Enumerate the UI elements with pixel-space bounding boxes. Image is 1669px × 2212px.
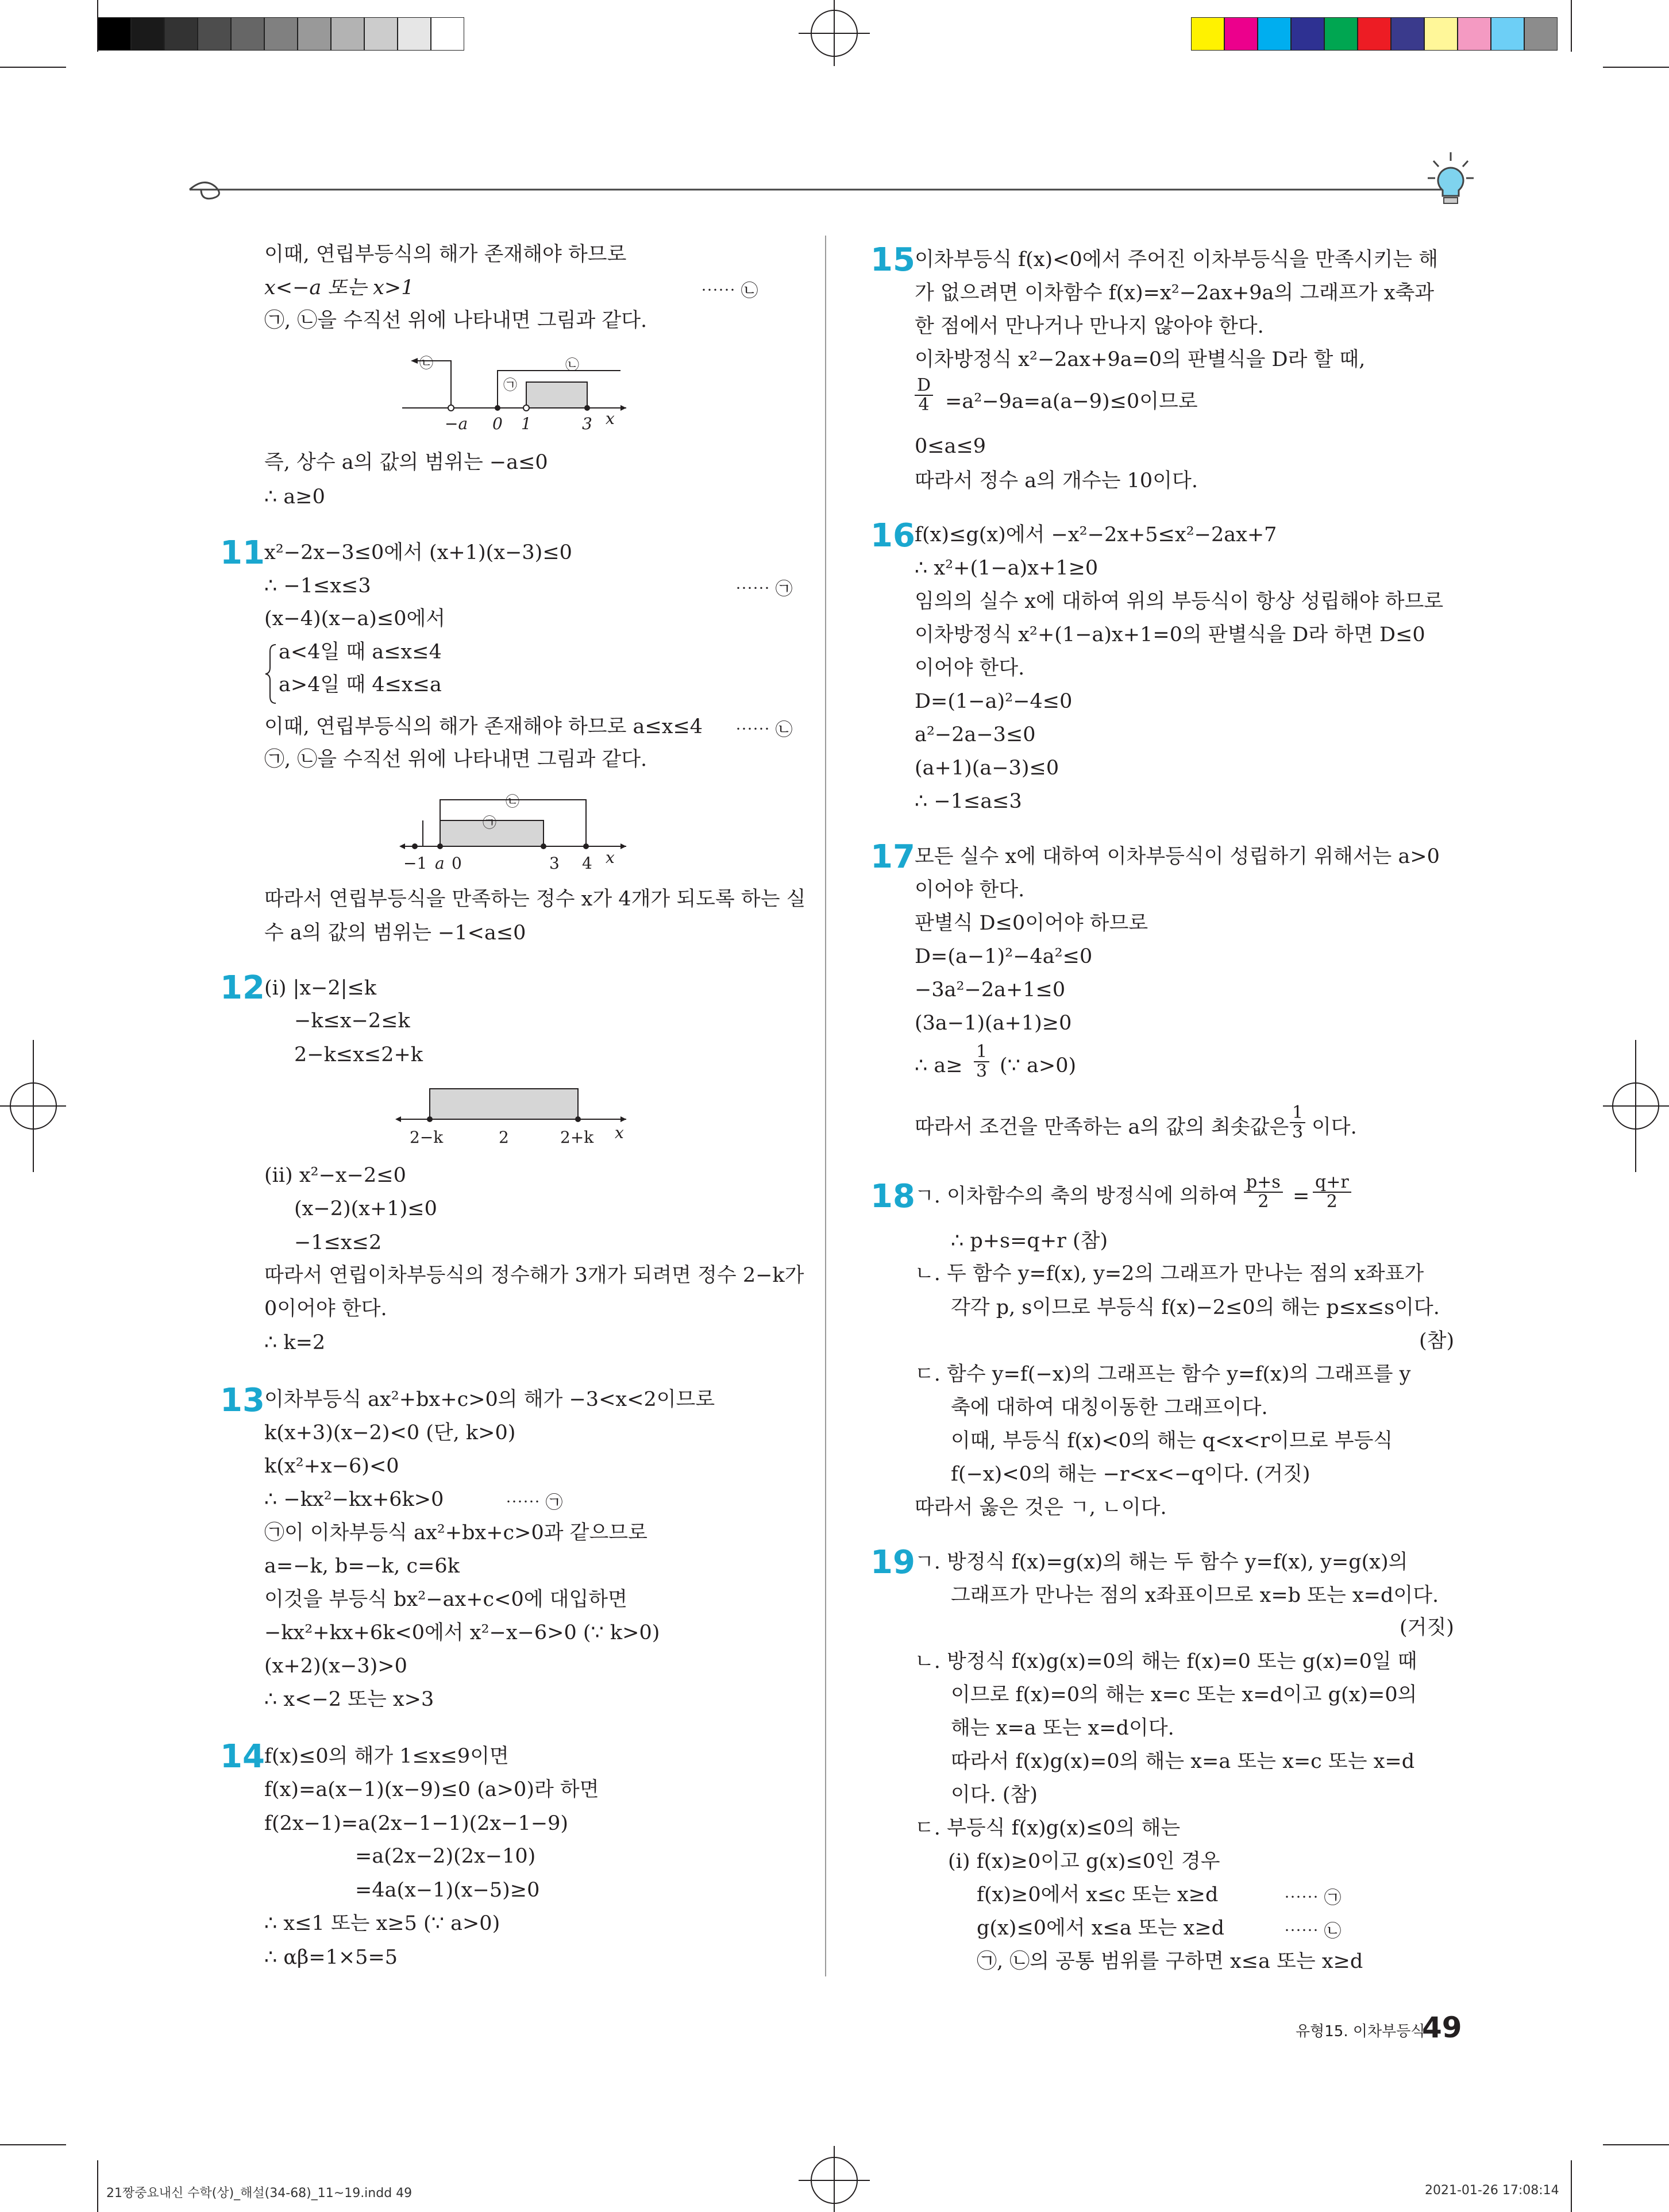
- p19-line: ㄷ. 부등식 f(x)g(x)≤0의 해는: [915, 1817, 1181, 1840]
- p17-line: (3a−1)(a+1)≥0: [915, 1012, 1072, 1035]
- p11-marker: ⋯⋯ ㉡: [735, 720, 793, 740]
- nl1-label: −a: [445, 414, 468, 433]
- p12-line: ∴ k=2: [264, 1331, 326, 1354]
- p17-line: 이다.: [1312, 1116, 1357, 1139]
- p11-line: ㉠, ㉡을 수직선 위에 나타내면 그림과 같다.: [264, 748, 647, 771]
- nl11-label: 0: [452, 854, 462, 873]
- p13-line: (x+2)(x−3)>0: [264, 1655, 407, 1678]
- p19-line: 이므로 f(x)=0의 해는 x=c 또는 x=d이고 g(x)=0의: [951, 1683, 1417, 1706]
- nl11-label: 3: [549, 854, 560, 873]
- p18-line: 이때, 부등식 f(x)<0의 해는 q<x<r이므로 부등식: [951, 1429, 1393, 1452]
- p16-line: 임의의 실수 x에 대하여 위의 부등식이 항상 성립해야 하므로: [915, 590, 1444, 613]
- intro-line-5: ∴ a≥0: [264, 485, 325, 508]
- p17-line: ∴ a≥: [915, 1054, 963, 1077]
- nl1-label: 0: [492, 414, 503, 433]
- p14-line: =4a(x−1)(x−5)≥0: [355, 1879, 540, 1902]
- p16-line: ∴ x²+(1−a)x+1≥0: [915, 557, 1098, 580]
- p18-line: ㄴ. 두 함수 y=f(x), y=2의 그래프가 만나는 점의 x좌표가: [915, 1262, 1424, 1285]
- p18-line: 각각 p, s이므로 부등식 f(x)−2≤0의 해는 p≤x≤s이다.: [951, 1296, 1440, 1319]
- p15-line: =a²−9a=a(a−9)≤0이므로: [945, 390, 1198, 413]
- problem-number-12: 12: [220, 969, 265, 1007]
- p16-line: a²−2a−3≤0: [915, 723, 1036, 746]
- frac-numerator: 1: [1290, 1104, 1305, 1123]
- p18-line: 축에 대하여 대칭이동한 그래프이다.: [951, 1396, 1268, 1419]
- p13-line: a=−k, b=−k, c=6k: [264, 1555, 460, 1578]
- intro-line-4: 즉, 상수 a의 값의 범위는 −a≤0: [264, 451, 548, 474]
- p13-line: ㉠이 이차부등식 ax²+bx+c>0과 같으므로: [264, 1521, 647, 1544]
- problem-number-16: 16: [870, 517, 915, 554]
- p18-line: ∴ p+s=q+r (참): [951, 1230, 1108, 1253]
- p12-line: 2−k≤x≤2+k: [294, 1043, 423, 1066]
- nl12-label: 2−k: [410, 1128, 444, 1147]
- p11-line: 따라서 연립부등식을 만족하는 정수 x가 4개가 되도록 하는 실: [264, 888, 806, 911]
- nl11-tag: ㉠: [483, 815, 496, 831]
- p17-fraction-1: [974, 1043, 989, 1081]
- frac-denominator: 4: [918, 395, 930, 415]
- p17-line: 따라서 조건을 만족하는 a의 값의 최솟값은: [915, 1116, 1289, 1139]
- p13-line: 이것을 부등식 bx²−ax+c<0에 대입하면: [264, 1588, 627, 1611]
- p19-line: (거짓): [1400, 1616, 1454, 1639]
- p12-line: (ii) x²−x−2≤0: [264, 1164, 406, 1187]
- frac-denominator: 2: [1258, 1192, 1269, 1212]
- p19-line: ㄱ. 방정식 f(x)=g(x)의 해는 두 함수 y=f(x), y=g(x)의: [915, 1551, 1408, 1574]
- problem-number-15: 15: [870, 241, 915, 279]
- equals-sign: =: [1293, 1185, 1310, 1208]
- frac-numerator: 1: [974, 1043, 989, 1062]
- p17-line: −3a²−2a+1≤0: [915, 978, 1066, 1001]
- section-label: 유형15. 이차부등식: [1296, 2023, 1425, 2040]
- p15-line: 가 없으려면 이차함수 f(x)=x²−2ax+9a의 그래프가 x축과: [915, 282, 1435, 305]
- p14-line: f(x)=a(x−1)(x−9)≤0 (a>0)라 하면: [264, 1778, 599, 1801]
- p15-line: 따라서 정수 a의 개수는 10이다.: [915, 469, 1198, 492]
- p17-fraction-2: [1290, 1104, 1305, 1142]
- p12-line: −k≤x−2≤k: [294, 1009, 410, 1032]
- frac-denominator: 3: [976, 1061, 988, 1081]
- p13-line: ∴ x<−2 또는 x>3: [264, 1688, 434, 1711]
- p15-line: 한 점에서 만나거나 만나지 않아야 한다.: [915, 315, 1264, 338]
- nl1-tag: ㉠: [503, 377, 517, 393]
- intro-line-1: 이때, 연립부등식의 해가 존재해야 하므로: [264, 243, 627, 266]
- p18-line: f(−x)<0의 해는 −r<x<−q이다. (거짓): [951, 1463, 1310, 1486]
- p13-marker: ⋯⋯ ㉠: [506, 1493, 563, 1513]
- p12-line: −1≤x≤2: [294, 1231, 382, 1254]
- problem-number-13: 13: [220, 1382, 265, 1419]
- page-number: 49: [1422, 2011, 1462, 2044]
- p16-line: 이어야 한다.: [915, 657, 1025, 680]
- p18-fraction-2: [1313, 1173, 1351, 1211]
- p19-line: 해는 x=a 또는 x=d이다.: [951, 1717, 1174, 1740]
- p13-line: −kx²+kx+6k<0에서 x²−x−6>0 (∵ k>0): [264, 1621, 660, 1644]
- p11-marker: ⋯⋯ ㉠: [735, 579, 793, 599]
- p18-line: ㄱ. 이차함수의 축의 방정식에 의하여: [915, 1185, 1238, 1208]
- p11-line: x²−2x−3≤0에서 (x+1)(x−3)≤0: [264, 541, 572, 564]
- p17-line: 이어야 한다.: [915, 878, 1025, 901]
- p12-line: 0이어야 한다.: [264, 1297, 387, 1320]
- nl1-label: x: [606, 409, 615, 428]
- p11-line: (x−4)(x−a)≤0에서: [264, 607, 446, 630]
- p19-line: 따라서 f(x)g(x)=0의 해는 x=a 또는 x=c 또는 x=d: [951, 1750, 1415, 1773]
- p19-line: 그래프가 만나는 점의 x좌표이므로 x=b 또는 x=d이다.: [951, 1584, 1439, 1607]
- p19-line: (i) f(x)≥0이고 g(x)≤0인 경우: [948, 1850, 1220, 1873]
- nl11-tag: ㉡: [506, 793, 519, 810]
- p12-line: 따라서 연립이차부등식의 정수해가 3개가 되려면 정수 2−k가: [264, 1264, 804, 1287]
- p19-line: f(x)≥0에서 x≤c 또는 x≥d: [977, 1883, 1219, 1906]
- brace-icon: [264, 642, 278, 706]
- p11-line: 수 a의 값의 범위는 −1<a≤0: [264, 922, 526, 945]
- p13-line: k(x²+x−6)<0: [264, 1455, 399, 1478]
- p19-line: 이다. (참): [951, 1783, 1038, 1806]
- p13-line: 이차부등식 ax²+bx+c>0의 해가 −3<x<2이므로: [264, 1388, 715, 1411]
- p15-fraction: [915, 376, 933, 414]
- p12-line: (i) |x−2|≤k: [264, 977, 377, 1000]
- frac-numerator: p+s: [1244, 1173, 1283, 1193]
- p17-line: 판별식 D≤0이어야 하므로: [915, 912, 1148, 935]
- frac-denominator: 3: [1292, 1122, 1304, 1142]
- p14-line: f(2x−1)=a(2x−1−1)(2x−1−9): [264, 1812, 569, 1835]
- p15-line: 이차방정식 x²−2ax+9a=0의 판별식을 D라 할 때,: [915, 348, 1366, 371]
- lightbulb-icon: [1425, 149, 1477, 213]
- p17-line: (∵ a>0): [1000, 1054, 1077, 1077]
- file-info: 21짱중요내신 수학(상)_해설(34-68)_11~19.indd 49: [106, 2186, 413, 2201]
- intro-line-3: ㉠, ㉡을 수직선 위에 나타내면 그림과 같다.: [264, 309, 647, 332]
- p16-line: 이차방정식 x²+(1−a)x+1=0의 판별식을 D라 하면 D≤0: [915, 623, 1425, 646]
- p16-line: (a+1)(a−3)≤0: [915, 757, 1059, 780]
- p11-line: a<4일 때 a≤x≤4: [279, 641, 442, 664]
- intro-marker: ⋯⋯ ㉡: [701, 281, 758, 301]
- p11-line: a>4일 때 4≤x≤a: [279, 673, 442, 696]
- problem-number-14: 14: [220, 1738, 265, 1775]
- nl11-label: 4: [582, 854, 592, 873]
- p11-line: ∴ −1≤x≤3: [264, 575, 371, 598]
- p19-line: ㄴ. 방정식 f(x)g(x)=0의 해는 f(x)=0 또는 g(x)=0일 때: [915, 1650, 1417, 1673]
- frac-numerator: D: [915, 376, 933, 396]
- problem-number-19: 19: [870, 1544, 915, 1581]
- nl1-label: 1: [521, 414, 531, 433]
- nl11-label: x: [606, 848, 615, 867]
- nl12-label: 2: [499, 1128, 509, 1147]
- nl11-label: −1: [403, 854, 427, 873]
- problem-number-17: 17: [870, 838, 915, 876]
- problem-number-11: 11: [220, 534, 265, 572]
- p18-fraction-1: [1244, 1173, 1283, 1211]
- p19-marker: ⋯⋯ ㉠: [1284, 1888, 1342, 1908]
- p19-line: g(x)≤0에서 x≤a 또는 x≥d: [977, 1917, 1225, 1940]
- p16-line: f(x)≤g(x)에서 −x²−2x+5≤x²−2ax+7: [915, 523, 1277, 546]
- nl1-tag: ㉡: [419, 355, 433, 371]
- p14-line: ∴ αβ=1×5=5: [264, 1946, 398, 1969]
- p11-line: 이때, 연립부등식의 해가 존재해야 하므로 a≤x≤4: [264, 715, 703, 738]
- p16-line: ∴ −1≤a≤3: [915, 790, 1022, 813]
- p18-line: (참): [1419, 1329, 1455, 1352]
- frac-numerator: q+r: [1313, 1173, 1351, 1193]
- p12-line: (x−2)(x+1)≤0: [294, 1197, 437, 1220]
- p15-line: 이차부등식 f(x)<0에서 주어진 이차부등식을 만족시키는 해: [915, 248, 1439, 271]
- problem-number-18: 18: [870, 1178, 915, 1215]
- nl12-label: 2+k: [560, 1128, 594, 1147]
- p13-line: k(x+3)(x−2)<0 (단, k>0): [264, 1421, 516, 1444]
- p14-line: =a(2x−2)(2x−10): [355, 1845, 536, 1868]
- p17-line: D=(a−1)²−4a²≤0: [915, 945, 1093, 968]
- frac-denominator: 2: [1326, 1192, 1337, 1212]
- p17-line: 모든 실수 x에 대하여 이차부등식이 성립하기 위해서는 a>0: [915, 845, 1440, 868]
- nl11-label: a: [435, 854, 445, 873]
- p18-line: 따라서 옳은 것은 ㄱ, ㄴ이다.: [915, 1496, 1167, 1519]
- p14-line: ∴ x≤1 또는 x≥5 (∵ a>0): [264, 1912, 500, 1935]
- nl12-label: x: [615, 1123, 624, 1142]
- p19-line: ㉠, ㉡의 공통 범위를 구하면 x≤a 또는 x≥d: [977, 1950, 1363, 1973]
- p13-line: ∴ −kx²−kx+6k>0: [264, 1488, 444, 1511]
- p19-marker: ⋯⋯ ㉡: [1284, 1921, 1342, 1941]
- intro-line-2: x<−a 또는 x>1: [264, 276, 414, 299]
- timestamp: 2021-01-26 17:08:14: [1425, 2183, 1559, 2198]
- p16-line: D=(1−a)²−4≤0: [915, 690, 1073, 713]
- p18-line: ㄷ. 함수 y=f(−x)의 그래프는 함수 y=f(x)의 그래프를 y: [915, 1363, 1411, 1386]
- nl1-label: 3: [582, 414, 592, 433]
- nl1-tag: ㉡: [565, 357, 579, 373]
- p15-line: 0≤a≤9: [915, 435, 986, 458]
- p14-line: f(x)≤0의 해가 1≤x≤9이면: [264, 1745, 509, 1768]
